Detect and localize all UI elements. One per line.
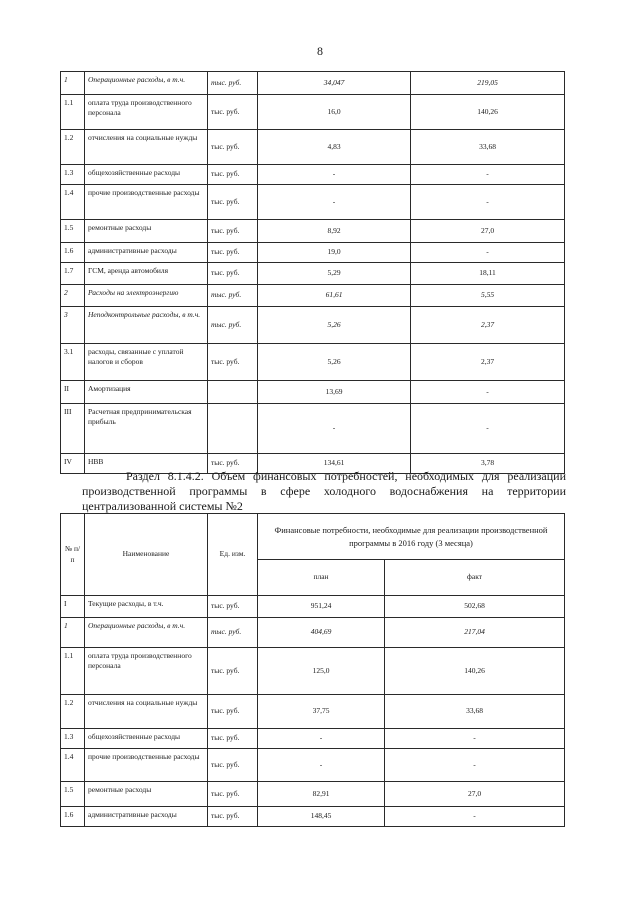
row-name: административные расходы xyxy=(85,243,208,263)
row-name: Операционные расходы, в т.ч. xyxy=(85,72,208,95)
row-plan-value: - xyxy=(258,749,385,782)
table-row xyxy=(61,263,565,285)
row-unit: тыс. руб. xyxy=(208,95,258,130)
row-unit: тыс. руб. xyxy=(208,344,258,381)
header-num: № п/п xyxy=(61,514,85,596)
row-name: ГСМ, аренда автомобиля xyxy=(85,263,208,285)
row-unit: тыс. руб. xyxy=(208,130,258,165)
row-plan-value: 134,61 xyxy=(258,454,411,474)
header-name: Наименование xyxy=(85,514,208,596)
row-fact-value: 27,0 xyxy=(411,220,565,243)
row-unit: тыс. руб. xyxy=(208,285,258,307)
row-plan-value: 34,047 xyxy=(258,72,411,95)
row-plan-value: - xyxy=(258,404,411,454)
table-row xyxy=(61,404,565,454)
table-row xyxy=(61,596,565,618)
table-row xyxy=(61,220,565,243)
row-fact-value: - xyxy=(411,243,565,263)
financial-table-system-2 xyxy=(60,513,565,827)
row-fact-value: - xyxy=(411,404,565,454)
row-plan-value: 19,0 xyxy=(258,243,411,263)
row-number: III xyxy=(61,404,85,454)
row-plan-value: 61,61 xyxy=(258,285,411,307)
table-row xyxy=(61,165,565,185)
row-fact-value: 3,78 xyxy=(411,454,565,474)
row-fact-value: 219,05 xyxy=(411,72,565,95)
row-plan-value: - xyxy=(258,185,411,220)
table-row xyxy=(61,648,565,695)
row-fact-value: - xyxy=(385,729,565,749)
row-plan-value: 125,0 xyxy=(258,648,385,695)
table-row xyxy=(61,130,565,165)
row-fact-value: 33,68 xyxy=(411,130,565,165)
row-number: 1.3 xyxy=(61,729,85,749)
row-number: 1.6 xyxy=(61,807,85,827)
row-fact-value: - xyxy=(411,185,565,220)
row-name: оплата труда производственного персонала xyxy=(85,95,208,130)
row-unit: тыс. руб. xyxy=(208,729,258,749)
row-name: отчисления на социальные нужды xyxy=(85,695,208,729)
row-name: Текущие расходы, в т.ч. xyxy=(85,596,208,618)
row-unit xyxy=(208,381,258,404)
row-number: 1.1 xyxy=(61,648,85,695)
row-unit: тыс. руб. xyxy=(208,648,258,695)
header-unit: Ед. изм. xyxy=(208,514,258,596)
table-row xyxy=(61,807,565,827)
row-number: 1.4 xyxy=(61,749,85,782)
row-plan-value: - xyxy=(258,729,385,749)
row-fact-value: 140,26 xyxy=(385,648,565,695)
table-row xyxy=(61,72,565,95)
row-name: НВВ xyxy=(85,454,208,474)
row-fact-value: 2,37 xyxy=(411,307,565,344)
row-plan-value: 5,26 xyxy=(258,307,411,344)
header-plan: план xyxy=(258,560,385,596)
row-number: IV xyxy=(61,454,85,474)
row-unit: тыс. руб. xyxy=(208,185,258,220)
row-fact-value: 502,68 xyxy=(385,596,565,618)
row-plan-value: 404,69 xyxy=(258,618,385,648)
row-number: 3.1 xyxy=(61,344,85,381)
row-plan-value: 8,92 xyxy=(258,220,411,243)
row-plan-value: - xyxy=(258,165,411,185)
row-name: оплата труда производственного персонала xyxy=(85,648,208,695)
row-number: 3 xyxy=(61,307,85,344)
row-name: общехозяйственные расходы xyxy=(85,729,208,749)
row-plan-value: 16,0 xyxy=(258,95,411,130)
row-unit xyxy=(208,404,258,454)
row-number: II xyxy=(61,381,85,404)
row-name: прочие производственные расходы xyxy=(85,749,208,782)
row-unit: тыс. руб. xyxy=(208,618,258,648)
financial-table-system-1 xyxy=(60,71,565,474)
table-row xyxy=(61,618,565,648)
row-number: 1.2 xyxy=(61,130,85,165)
row-name: ремонтные расходы xyxy=(85,220,208,243)
row-name: Амортизация xyxy=(85,381,208,404)
row-plan-value: 148,45 xyxy=(258,807,385,827)
row-plan-value: 4,83 xyxy=(258,130,411,165)
table-row xyxy=(61,729,565,749)
row-number: 1.5 xyxy=(61,220,85,243)
row-number: 1 xyxy=(61,618,85,648)
table-row xyxy=(61,695,565,729)
row-fact-value: 33,68 xyxy=(385,695,565,729)
row-name: прочие производственные расходы xyxy=(85,185,208,220)
row-number: 1.1 xyxy=(61,95,85,130)
row-unit: тыс. руб. xyxy=(208,807,258,827)
row-name: общехозяйственные расходы xyxy=(85,165,208,185)
row-unit: тыс. руб. xyxy=(208,307,258,344)
row-name: отчисления на социальные нужды xyxy=(85,130,208,165)
row-number: 1.4 xyxy=(61,185,85,220)
table-row xyxy=(61,307,565,344)
row-unit: тыс. руб. xyxy=(208,165,258,185)
row-fact-value: 18,11 xyxy=(411,263,565,285)
header-financial-needs: Финансовые потребности, необходимые для реализации производственной программы в 2016 году (3 месяца) xyxy=(258,514,565,560)
page-number: 8 xyxy=(317,44,323,58)
row-number: 1.2 xyxy=(61,695,85,729)
row-name: Расходы на электроэнергию xyxy=(85,285,208,307)
row-name: Операционные расходы, в т.ч. xyxy=(85,618,208,648)
header-fact: факт xyxy=(385,560,565,596)
row-unit: тыс. руб. xyxy=(208,782,258,807)
row-number: 1.5 xyxy=(61,782,85,807)
row-plan-value: 37,75 xyxy=(258,695,385,729)
row-number: 2 xyxy=(61,285,85,307)
row-plan-value: 951,24 xyxy=(258,596,385,618)
row-unit: тыс. руб. xyxy=(208,749,258,782)
row-name: Расчетная предпринимательская прибыль xyxy=(85,404,208,454)
row-fact-value: - xyxy=(411,381,565,404)
row-plan-value: 13,69 xyxy=(258,381,411,404)
row-plan-value: 5,26 xyxy=(258,344,411,381)
row-fact-value: 140,26 xyxy=(411,95,565,130)
row-unit: тыс. руб. xyxy=(208,695,258,729)
table-row xyxy=(61,381,565,404)
row-name: ремонтные расходы xyxy=(85,782,208,807)
section-heading: Раздел 8.1.4.2. Объем финансовых потребностей, необходимых для реализации производственной программы в сфере холодного водоснабжения на территории централизованной системы №2 xyxy=(82,469,566,513)
row-number: 1 xyxy=(61,72,85,95)
row-fact-value: 217,04 xyxy=(385,618,565,648)
row-name: расходы, связанные с уплатой налогов и сборов xyxy=(85,344,208,381)
row-fact-value: - xyxy=(385,807,565,827)
row-number: 1.6 xyxy=(61,243,85,263)
row-unit: тыс. руб. xyxy=(208,454,258,474)
table-row xyxy=(61,95,565,130)
row-unit: тыс. руб. xyxy=(208,72,258,95)
row-number: I xyxy=(61,596,85,618)
table-row xyxy=(61,185,565,220)
table-row xyxy=(61,782,565,807)
table-row xyxy=(61,243,565,263)
table-row xyxy=(61,285,565,307)
row-unit: тыс. руб. xyxy=(208,243,258,263)
row-unit: тыс. руб. xyxy=(208,220,258,243)
table-row xyxy=(61,344,565,381)
row-fact-value: 27,0 xyxy=(385,782,565,807)
row-fact-value: - xyxy=(411,165,565,185)
row-number: 1.3 xyxy=(61,165,85,185)
row-number: 1.7 xyxy=(61,263,85,285)
row-plan-value: 82,91 xyxy=(258,782,385,807)
row-plan-value: 5,29 xyxy=(258,263,411,285)
row-fact-value: 5,55 xyxy=(411,285,565,307)
row-fact-value: 2,37 xyxy=(411,344,565,381)
table-row xyxy=(61,749,565,782)
row-unit: тыс. руб. xyxy=(208,263,258,285)
row-unit: тыс. руб. xyxy=(208,596,258,618)
row-fact-value: - xyxy=(385,749,565,782)
row-name: административные расходы xyxy=(85,807,208,827)
row-name: Неподконтрольные расходы, в т.ч. xyxy=(85,307,208,344)
